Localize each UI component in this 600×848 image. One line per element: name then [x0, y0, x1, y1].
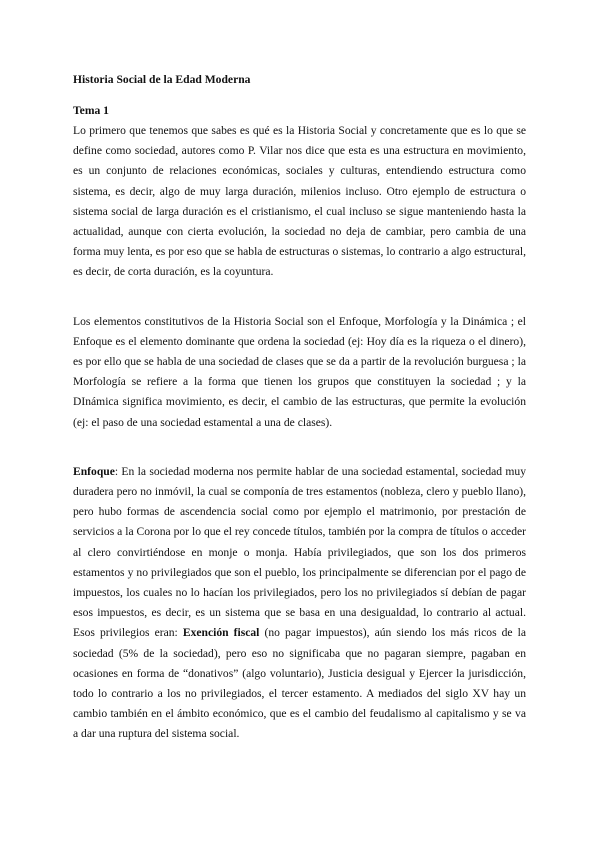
paragraph-intro: Lo primero que tenemos que sabes es qué es la Historia Social y concretamente que es lo que se define como sociedad, autores como P. Vilar nos dice que esta es una estructura en movimiento, es un conjunto de relaciones económicas, sociales y culturas, entendiendo estructura como sistema, es decir, algo de muy larga duración, milenios incluso. Otro ejemplo de estructura o sistema social de larga duración es el cristianismo, el cual incluso se sigue manteniendo hasta la actualidad, aunque con cierta evolución, la sociedad no deja de cambiar, pero cambia de una forma muy lenta, es por eso que se habla de estructuras o sistemas, lo contrario a algo estructural, es decir, de corta duración, es la coyuntura. — [73, 124, 526, 279]
document-title: Historia Social de la Edad Moderna — [73, 73, 251, 86]
paragraph-enfoque — [73, 462, 526, 745]
document-body — [73, 70, 526, 774]
enfoque-term: Enfoque — [73, 464, 115, 478]
exencion-fiscal-term: Exención fiscal — [182, 626, 260, 640]
enfoque-text-a: : En la sociedad moderna nos permite hablar de una sociedad estamental, sociedad muy duradera pero no inmóvil, la cual se componía de tres estamentos (nobleza, clero y pueblo llano), pero hubo formas de ascendencia social como por ejemplo el matrimonio, por prestación de servicios a la Corona por lo que el rey concede títulos, también por la compra de títulos o acceder al clero convirtiéndose en monje o monja. Había privilegiados, que son los dos primeros estamentos y no privilegiados que son el pueblo, los principalmente se diferencian por el pago de impuestos, los cuales no lo hacían los privilegiados, pero los no privilegiados sí debían de pagar esos impuestos, es decir, es un sistema que se basa en una desigualdad, lo contrario al actual. Esos privilegios eran: — [73, 464, 526, 640]
paragraph-elements: Los elementos constitutivos de la Historia Social son el Enfoque, Morfología y la Dinámica ; el Enfoque es el elemento dominante que ordena la sociedad (ej: Hoy día es la riqueza o el dinero), es por ello que se habla de una sociedad de clases que se da a partir de la revolución burguesa ; la Morfología se refiere a la forma que tienen los grupos que constituyen la sociedad ; y la DInámica significa movimiento, es decir, el cambio de las estructuras, que permite la evolución (ej: el paso de una sociedad estamental a una de clases). — [73, 314, 526, 429]
section-heading: Tema 1 — [73, 104, 109, 117]
enfoque-text-b: (no pagar impuestos), aún siendo los más ricos de la sociedad (5% de la sociedad), pero eso no significaba que no pagaran siempre, pagaban en ocasiones en forma de “donativos” (algo voluntario), Justicia desigual y Ejercer la jurisdicción, todo lo contrario a los no privilegiados, el tercer estamento. A mediados del siglo XV hay un cambio también en el ámbito económico, que es el cambio del feudalismo al capitalismo y se va a dar una ruptura del sistema social. — [73, 626, 527, 741]
